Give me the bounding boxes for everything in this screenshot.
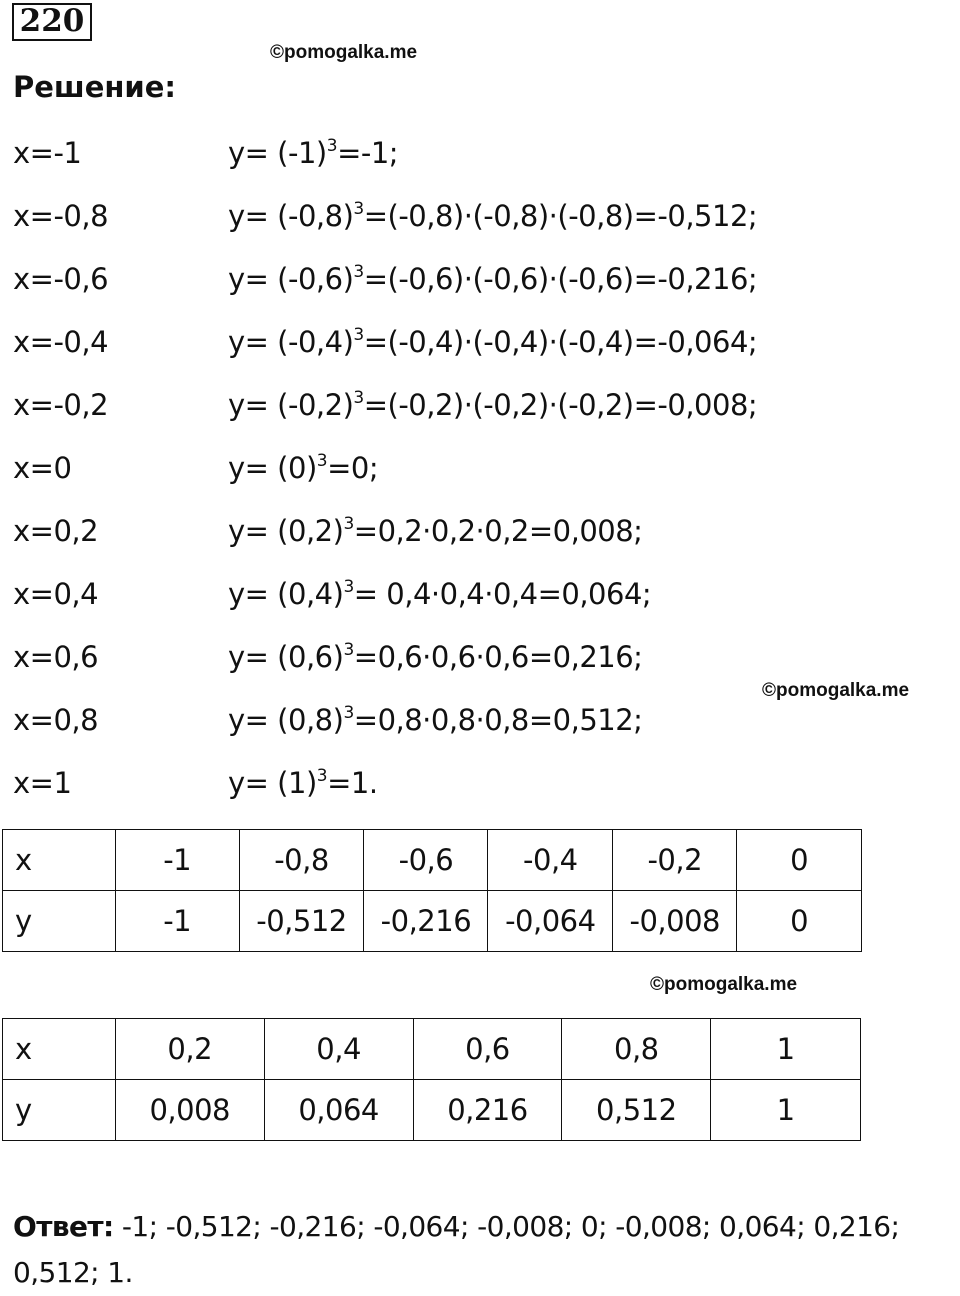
table-cell: -0,6 bbox=[364, 830, 488, 891]
table-cell: 1 bbox=[711, 1019, 861, 1080]
table-cell: 0,512 bbox=[562, 1080, 711, 1141]
step-row bbox=[0, 262, 960, 302]
table-cell: -0,064 bbox=[488, 891, 613, 952]
step-x: x=-0,4 bbox=[13, 325, 109, 359]
row-label: y bbox=[3, 891, 116, 952]
table-cell: 0,8 bbox=[562, 1019, 711, 1080]
step-x: x=1 bbox=[13, 766, 72, 800]
table-row bbox=[3, 1080, 861, 1141]
table-cell: -0,2 bbox=[613, 830, 737, 891]
answer bbox=[13, 1204, 958, 1296]
row-label: x bbox=[3, 1019, 116, 1080]
step-x: x=0 bbox=[13, 451, 72, 485]
solution-heading: Решение: bbox=[13, 70, 177, 104]
step-y: $y= (0,8)^3=0,8\cdot 0,8\cdot 0,8=0,512$; bbox=[228, 703, 643, 737]
step-row bbox=[0, 325, 960, 365]
step-row bbox=[0, 703, 960, 743]
table-cell: 0,008 bbox=[115, 1080, 264, 1141]
table-cell: -0,4 bbox=[488, 830, 613, 891]
table-cell: -0,512 bbox=[239, 891, 364, 952]
problem-number: 220 bbox=[12, 3, 92, 41]
watermark: ©pomogalka.me bbox=[650, 974, 798, 995]
step-row bbox=[0, 451, 960, 491]
table-cell: -1 bbox=[115, 830, 239, 891]
answer-text: -1; -0,512; -0,216; -0,064; -0,008; 0; -0,008; 0,064; 0,216; 0,512; 1. bbox=[13, 1210, 900, 1289]
values-table-2 bbox=[2, 1018, 861, 1141]
row-label: x bbox=[3, 830, 116, 891]
step-row bbox=[0, 640, 960, 680]
table-cell: 0,4 bbox=[264, 1019, 413, 1080]
table-cell: 0,216 bbox=[413, 1080, 562, 1141]
step-row bbox=[0, 199, 960, 239]
table-cell: 1 bbox=[711, 1080, 861, 1141]
step-y: $y= (1)^3=1$. bbox=[228, 766, 378, 800]
step-y: $y= (0,6)^3=0,6\cdot 0,6\cdot 0,6=0,216$; bbox=[228, 640, 643, 674]
values-table-1 bbox=[2, 829, 862, 952]
step-x: x=0,4 bbox=[13, 577, 99, 611]
table-cell: 0 bbox=[737, 830, 862, 891]
step-x: x=-1 bbox=[13, 136, 82, 170]
table-cell: 0,2 bbox=[115, 1019, 264, 1080]
table-row bbox=[3, 830, 862, 891]
table-cell: 0,064 bbox=[264, 1080, 413, 1141]
step-x: x=-0,2 bbox=[13, 388, 109, 422]
step-y: $y= (-0,4)^3=(-0,4)\cdot(-0,4)\cdot(-0,4)=-0,064$; bbox=[228, 325, 758, 359]
table-row bbox=[3, 1019, 861, 1080]
step-row bbox=[0, 136, 960, 176]
step-y: $y= (0,4)^3= 0,4\cdot 0,4\cdot 0,4=0,064$; bbox=[228, 577, 652, 611]
step-x: x=0,8 bbox=[13, 703, 99, 737]
watermark: ©pomogalka.me bbox=[270, 42, 418, 63]
watermark: ©pomogalka.me bbox=[762, 680, 910, 701]
step-x: x=-0,8 bbox=[13, 199, 109, 233]
step-row bbox=[0, 766, 960, 806]
step-y: $y= (0,2)^3=0,2\cdot 0,2\cdot 0,2=0,008$; bbox=[228, 514, 643, 548]
table-cell: -1 bbox=[115, 891, 239, 952]
table-cell: -0,008 bbox=[613, 891, 737, 952]
row-label: y bbox=[3, 1080, 116, 1141]
step-row bbox=[0, 514, 960, 554]
step-x: x=0,6 bbox=[13, 640, 99, 674]
step-y: $y= (-0,8)^3=(-0,8)\cdot(-0,8)\cdot(-0,8)=-0,512$; bbox=[228, 199, 758, 233]
answer-label: Ответ: bbox=[13, 1210, 114, 1243]
step-y: $y= (-1)^3=-1$; bbox=[228, 136, 399, 170]
table-cell: 0,6 bbox=[413, 1019, 562, 1080]
table-cell: 0 bbox=[737, 891, 862, 952]
step-y: $y= (-0,2)^3=(-0,2)\cdot(-0,2)\cdot(-0,2)=-0,008$; bbox=[228, 388, 758, 422]
table-cell: -0,216 bbox=[364, 891, 488, 952]
table-row bbox=[3, 891, 862, 952]
step-row bbox=[0, 577, 960, 617]
step-y: $y= (-0,6)^3=(-0,6)\cdot(-0,6)\cdot(-0,6)=-0,216$; bbox=[228, 262, 758, 296]
step-x: x=0,2 bbox=[13, 514, 99, 548]
step-y: $y= (0)^3=0$; bbox=[228, 451, 379, 485]
table-cell: -0,8 bbox=[239, 830, 364, 891]
step-row bbox=[0, 388, 960, 428]
step-x: x=-0,6 bbox=[13, 262, 109, 296]
